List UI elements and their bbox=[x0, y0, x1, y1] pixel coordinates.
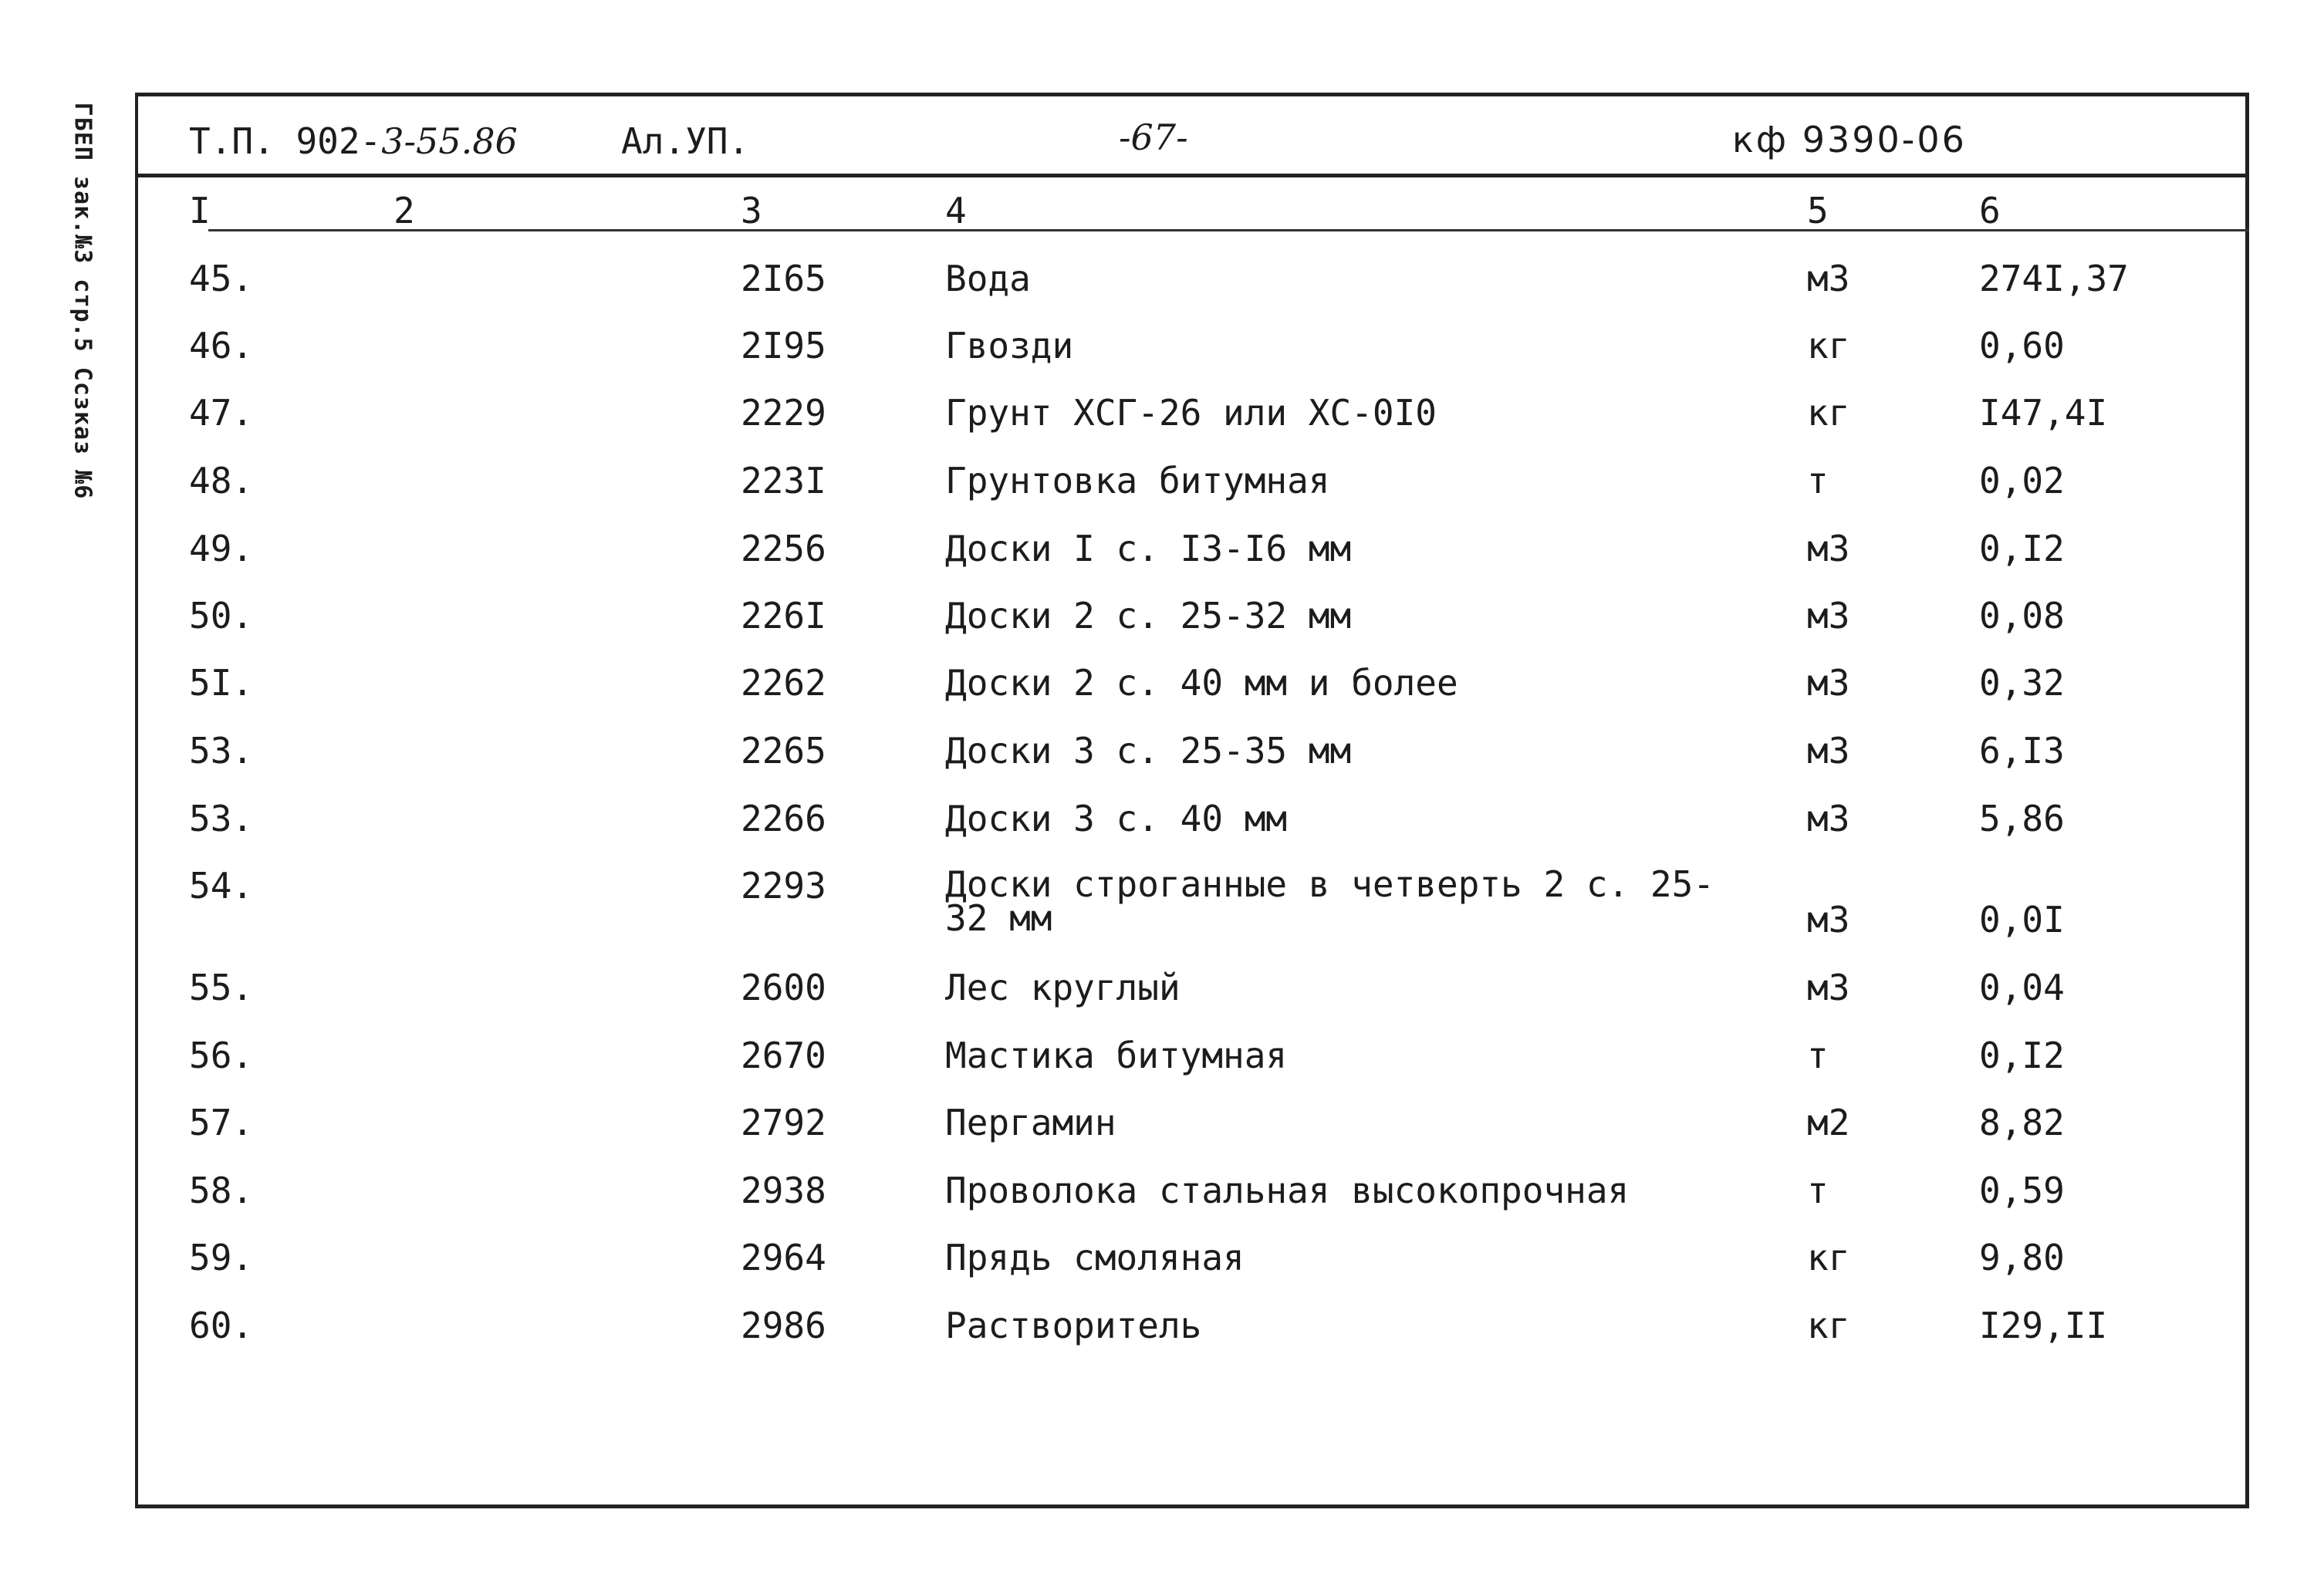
material-name: Проволока стальная высокопрочная bbox=[945, 1170, 1630, 1211]
column-header-divider bbox=[208, 229, 2249, 231]
column-header-6: 6 bbox=[1979, 190, 2001, 231]
quantity: 0,59 bbox=[1979, 1170, 2065, 1211]
material-name: Доски строганные в четверть 2 с. 25-32 мм bbox=[945, 863, 1714, 939]
row-number: 53. bbox=[189, 798, 254, 839]
row-number: 55. bbox=[189, 967, 254, 1008]
table-row bbox=[0, 1237, 2324, 1302]
quantity: 0,I2 bbox=[1979, 1035, 2065, 1076]
resource-code: 2I95 bbox=[741, 325, 826, 366]
material-name: Лес круглый bbox=[945, 967, 1181, 1008]
quantity: 8,82 bbox=[1979, 1102, 2065, 1143]
resource-code: 2670 bbox=[741, 1035, 826, 1076]
row-number: 46. bbox=[189, 325, 254, 366]
material-name: Доски 2 с. 25-32 мм bbox=[945, 595, 1352, 637]
header-divider bbox=[135, 174, 2249, 177]
quantity: 274I,37 bbox=[1979, 258, 2129, 299]
resource-code: 2293 bbox=[741, 865, 826, 907]
row-number: 53. bbox=[189, 730, 254, 772]
table-row bbox=[0, 258, 2324, 323]
table-row bbox=[0, 1170, 2324, 1234]
quantity: 0,04 bbox=[1979, 967, 2065, 1008]
table-row bbox=[0, 392, 2324, 457]
row-number: 47. bbox=[189, 392, 254, 434]
unit: м3 bbox=[1807, 798, 1850, 839]
material-name: Растворитель bbox=[945, 1305, 1202, 1346]
material-name: Гвозди bbox=[945, 325, 1074, 366]
row-number: 59. bbox=[189, 1237, 254, 1278]
quantity: 0,60 bbox=[1979, 325, 2065, 366]
row-number: 45. bbox=[189, 258, 254, 299]
table-row bbox=[0, 662, 2324, 727]
column-header-5: 5 bbox=[1807, 190, 1829, 231]
material-name: Доски I с. I3-I6 мм bbox=[945, 528, 1352, 569]
unit: кг bbox=[1807, 1237, 1850, 1278]
quantity: I47,4I bbox=[1979, 392, 2108, 434]
resource-code: 223I bbox=[741, 460, 826, 502]
project-handwritten: 3-55.86 bbox=[381, 120, 518, 162]
table-row bbox=[0, 730, 2324, 795]
unit: м3 bbox=[1807, 730, 1850, 772]
project-prefix: Т.П. 902- bbox=[189, 120, 382, 162]
material-name: Грунт ХСГ-26 или ХС-0I0 bbox=[945, 392, 1437, 434]
resource-code: 2265 bbox=[741, 730, 826, 772]
quantity: 9,80 bbox=[1979, 1237, 2065, 1278]
resource-code: 2600 bbox=[741, 967, 826, 1008]
unit: кг bbox=[1807, 1305, 1850, 1346]
table-row bbox=[0, 798, 2324, 863]
project-number bbox=[189, 120, 518, 162]
table-row bbox=[0, 967, 2324, 1032]
unit: кг bbox=[1807, 325, 1850, 366]
resource-code: 2964 bbox=[741, 1237, 826, 1278]
material-name: Доски 3 с. 40 мм bbox=[945, 798, 1288, 839]
row-number: 54. bbox=[189, 865, 254, 907]
unit: м3 bbox=[1807, 899, 1850, 941]
resource-code: 2229 bbox=[741, 392, 826, 434]
quantity: 0,08 bbox=[1979, 595, 2065, 637]
column-header-1: I bbox=[189, 190, 211, 231]
material-name: Грунтовка битумная bbox=[945, 460, 1330, 502]
quantity: 0,02 bbox=[1979, 460, 2065, 502]
resource-code: 2262 bbox=[741, 662, 826, 704]
table-row bbox=[0, 325, 2324, 390]
unit: т bbox=[1807, 1170, 1829, 1211]
material-name: Прядь смоляная bbox=[945, 1237, 1245, 1278]
table-row bbox=[0, 863, 2324, 968]
row-number: 58. bbox=[189, 1170, 254, 1211]
unit: м3 bbox=[1807, 595, 1850, 637]
album-label: Ал.УП. bbox=[621, 120, 750, 162]
row-number: 5I. bbox=[189, 662, 254, 704]
document-code: кф 9390-06 bbox=[1732, 119, 1967, 160]
page-number: -67- bbox=[1119, 117, 1188, 158]
unit: м3 bbox=[1807, 967, 1850, 1008]
quantity: 5,86 bbox=[1979, 798, 2065, 839]
row-number: 56. bbox=[189, 1035, 254, 1076]
table-row bbox=[0, 460, 2324, 525]
material-name: Вода bbox=[945, 258, 1031, 299]
resource-code: 2266 bbox=[741, 798, 826, 839]
table-row bbox=[0, 1305, 2324, 1369]
unit: кг bbox=[1807, 392, 1850, 434]
table-row bbox=[0, 1035, 2324, 1099]
row-number: 60. bbox=[189, 1305, 254, 1346]
quantity: 0,32 bbox=[1979, 662, 2065, 704]
resource-code: 2938 bbox=[741, 1170, 826, 1211]
quantity: I29,II bbox=[1979, 1305, 2108, 1346]
unit: м3 bbox=[1807, 258, 1850, 299]
resource-code: 2986 bbox=[741, 1305, 826, 1346]
column-header-4: 4 bbox=[945, 190, 967, 231]
table-row bbox=[0, 595, 2324, 660]
column-header-3: 3 bbox=[741, 190, 762, 231]
unit: т bbox=[1807, 460, 1829, 502]
table-row bbox=[0, 1102, 2324, 1167]
row-number: 57. bbox=[189, 1102, 254, 1143]
unit: т bbox=[1807, 1035, 1829, 1076]
quantity: 0,I2 bbox=[1979, 528, 2065, 569]
material-name: Мастика битумная bbox=[945, 1035, 1288, 1076]
resource-code: 2792 bbox=[741, 1102, 826, 1143]
unit: м2 bbox=[1807, 1102, 1850, 1143]
unit: м3 bbox=[1807, 528, 1850, 569]
column-header-2: 2 bbox=[394, 190, 415, 231]
row-number: 50. bbox=[189, 595, 254, 637]
resource-code: 2I65 bbox=[741, 258, 826, 299]
row-number: 48. bbox=[189, 460, 254, 502]
margin-stamp-text: ГБЕП зак.№3 стр.5 Ссзказ №6 bbox=[69, 102, 96, 500]
quantity: 0,0I bbox=[1979, 899, 2065, 941]
material-name: Пергамин bbox=[945, 1102, 1116, 1143]
unit: м3 bbox=[1807, 662, 1850, 704]
row-number: 49. bbox=[189, 528, 254, 569]
material-name: Доски 3 с. 25-35 мм bbox=[945, 730, 1352, 772]
material-name: Доски 2 с. 40 мм и более bbox=[945, 662, 1458, 704]
resource-code: 2256 bbox=[741, 528, 826, 569]
resource-code: 226I bbox=[741, 595, 826, 637]
table-row bbox=[0, 528, 2324, 593]
quantity: 6,I3 bbox=[1979, 730, 2065, 772]
